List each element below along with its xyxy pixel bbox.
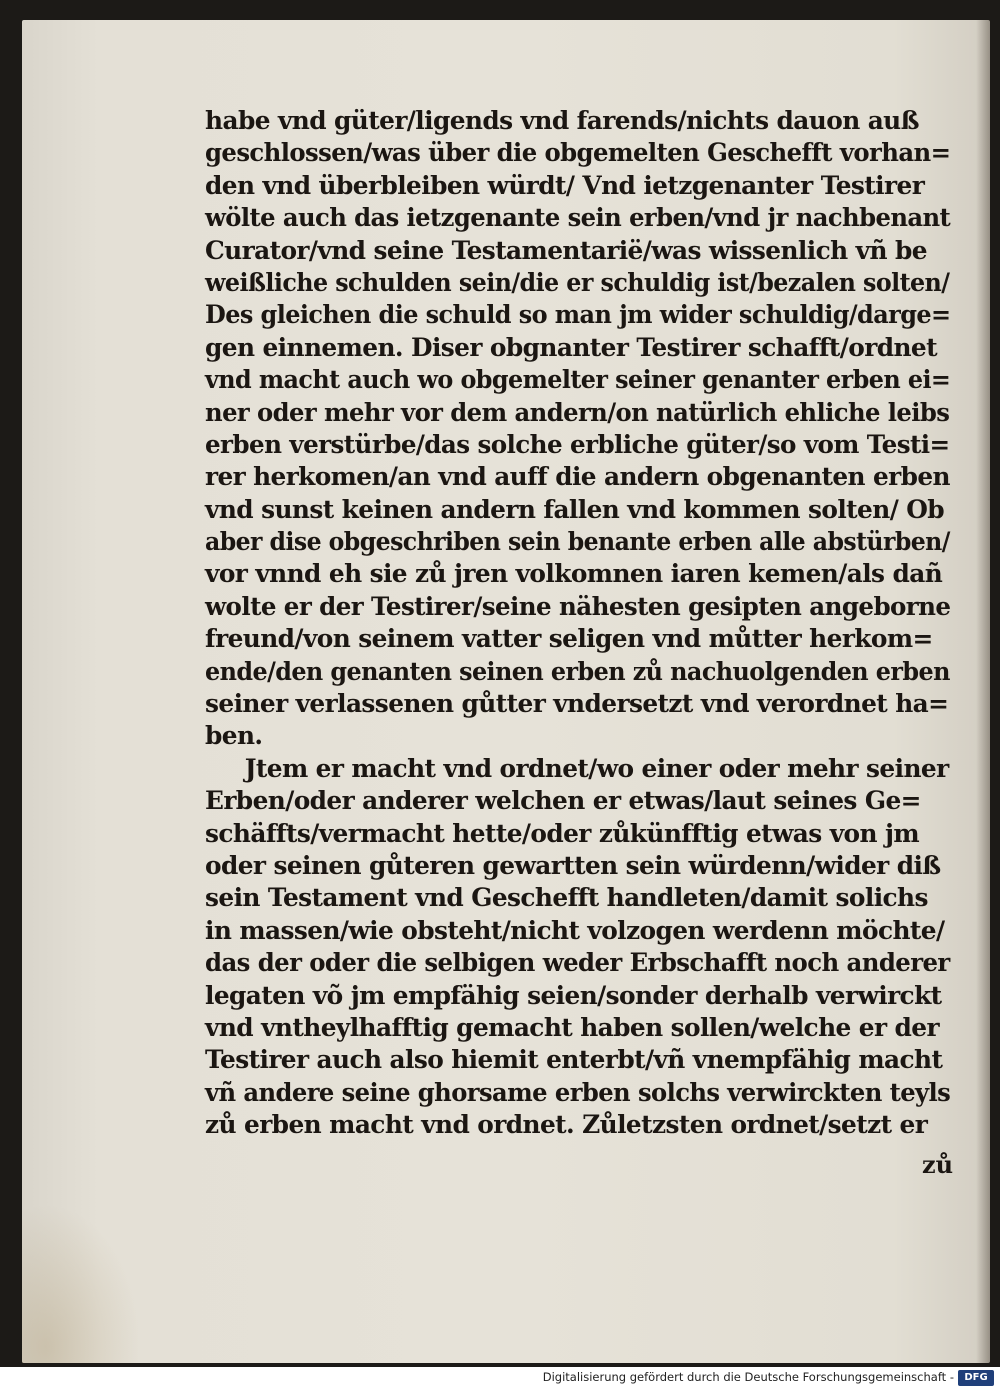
text-line: schäffts/vermacht hette/oder zůkünfftig etwas von jm [205, 818, 920, 848]
text-line: oder seinen gůteren gewartten sein würdenn/wider diß [205, 850, 941, 880]
text-line: weißliche schulden sein/die er schuldig ist/bezalen solten/ [205, 267, 950, 297]
text-line: ner oder mehr vor dem andern/on natürlich ehliche leibs [205, 397, 950, 427]
dfg-logo-icon: DFG [958, 1370, 994, 1386]
text-line: vor vnnd eh sie zů jren volkomnen iaren kemen/als dañ [205, 559, 943, 589]
text-line: vnd vntheylhafftig gemacht haben sollen/welche er der [205, 1012, 939, 1042]
text-line: vñ andere seine ghorsame erben solchs verwirckten teyls [205, 1077, 951, 1107]
text-line: zů erben macht vnd ordnet. Zůletzsten ordnet/setzt er [205, 1110, 928, 1140]
text-line: aber dise obgeschriben sein benante erben alle abstürben/ [205, 527, 950, 557]
text-line: Jtem er macht vnd ordnet/wo einer oder mehr seiner [244, 753, 949, 783]
funding-notice: Digitalisierung gefördert durch die Deutsche Forschungsgemeinschaft - [542, 1370, 954, 1384]
catchword: zů [922, 1150, 954, 1179]
text-line: Des gleichen die schuld so man jm wider schuldig/darge= [205, 300, 951, 330]
text-line: sein Testament vnd Geschefft handleten/damit solichs [205, 883, 928, 913]
text-line: in massen/wie obsteht/nicht volzogen werdenn möchte/ [205, 915, 945, 945]
text-line: rer herkomen/an vnd auff die andern obgenanten erben [205, 462, 950, 492]
text-line: vnd macht auch wo obgemelter seiner genanter erben ei= [205, 365, 951, 395]
text-line: ben. [205, 721, 263, 751]
text-line: Erben/oder anderer welchen er etwas/laut seines Ge= [205, 786, 921, 816]
text-line: gen einnemen. Diser obgnanter Testirer schafft/ordnet [205, 332, 937, 362]
footer-bar [0, 1367, 1000, 1389]
text-line: den vnd überbleiben würdt/ Vnd ietzgenanter Testirer [205, 170, 925, 200]
text-line: habe vnd güter/ligends vnd farends/nichts dauon auß [205, 106, 919, 135]
text-line: vnd sunst keinen andern fallen vnd kommen solten/ Ob [205, 494, 945, 524]
text-line: wolte er der Testirer/seine nähesten gesipten angeborne [205, 591, 951, 621]
text-line: ende/den genanten seinen erben zů nachuolgenden erben [205, 656, 950, 686]
body-text [205, 105, 955, 1142]
text-line: Testirer auch also hiemit enterbt/vñ vnempfähig macht [205, 1045, 943, 1075]
text-line: seiner verlassenen gůtter vndersetzt vnd verordnet ha= [205, 689, 949, 719]
text-line: legaten võ jm empfähig seien/sonder derhalb verwirckt [205, 980, 942, 1010]
text-line: wölte auch das ietzgenante sein erben/vnd jr nachbenant [205, 203, 951, 233]
text-line: freund/von seinem vatter seligen vnd můtter herkom= [205, 624, 933, 654]
text-line: Curator/vnd seine Testamentarië/was wissenlich vñ be [205, 235, 927, 265]
text-line: erben verstürbe/das solche erbliche güter/so vom Testi= [205, 429, 950, 459]
text-line: geschlossen/was über die obgemelten Geschefft vorhan= [205, 138, 951, 168]
text-line: das der oder die selbigen weder Erbschafft noch anderer [205, 948, 950, 978]
